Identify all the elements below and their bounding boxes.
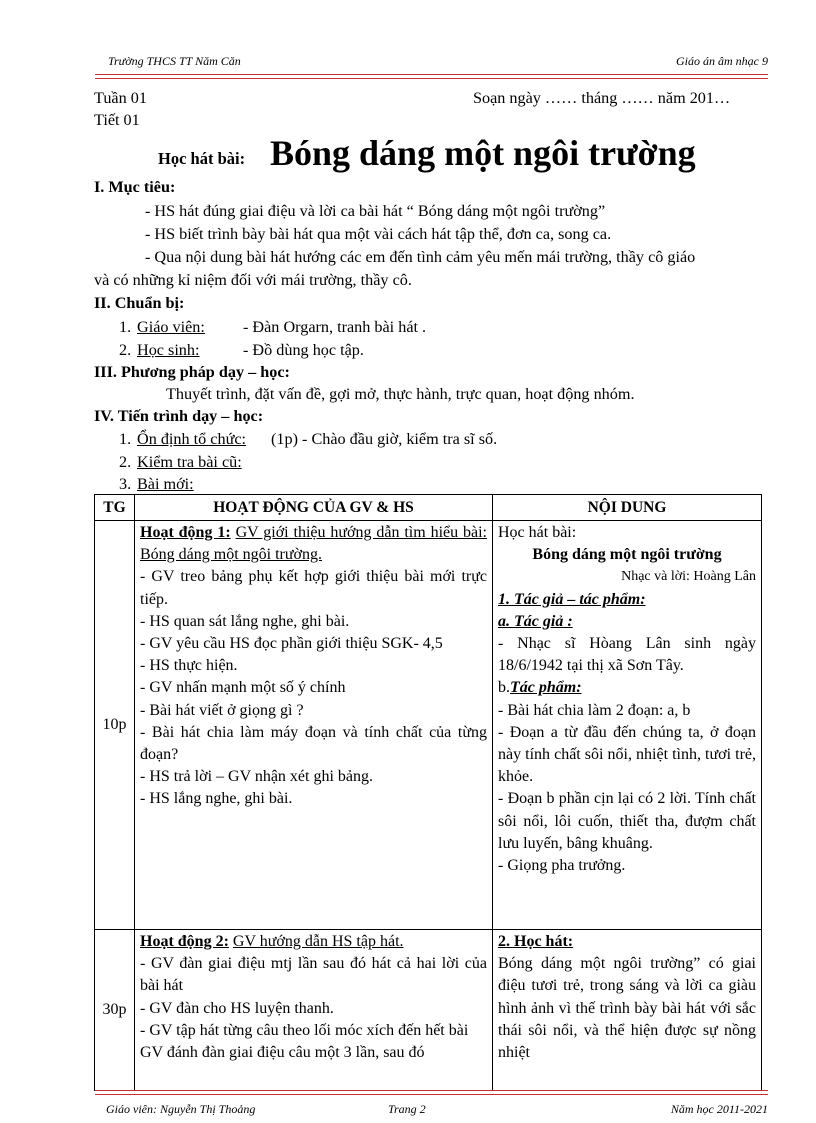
prep-student-label: Học sinh: (137, 341, 200, 359)
prep-student-value: - Đồ dùng học tập. (243, 341, 364, 359)
row1-act-title-bold: Hoạt động 1: (140, 524, 231, 541)
header-rule-bottom (95, 78, 768, 79)
objective-continuation: và có những kỉ niệm đối với mái trường, thầy cô. (94, 271, 412, 289)
row1-content-work-line: - Đoạn a từ đầu đến chúng ta, ở đoạn này tính chất sôi nổi, nhiệt tình, tươi trẻ, khỏe. (498, 723, 756, 786)
preparation-heading: II. Chuẩn bị: (94, 294, 185, 312)
row1-act-line: - Bài hát chia làm máy đoạn và tính chất của từng đoạn? (140, 723, 487, 764)
step2-label: Kiểm tra bài cũ: (137, 453, 242, 471)
row2-content (493, 930, 762, 1091)
objectives-heading: I. Mục tiêu: (94, 178, 176, 196)
row1-content-author-heading: a. Tác giả : (498, 612, 573, 630)
methods-heading: III. Phương pháp dạy – học: (94, 363, 290, 381)
objective-item: - HS biết trình bày bài hát qua một vài cách hát tập thể, đơn ca, song ca. (145, 225, 612, 243)
row1-act-line: - GV treo bảng phụ kết hợp giới thiệu bài mới trực tiếp. (140, 568, 487, 608)
row2-act-line: - GV đàn giai điệu mtj lần sau đó hát cả hai lời của bài hát (140, 955, 487, 995)
row1-content-work-prefix: b. (498, 679, 510, 697)
title-prefix: Học hát bài: (158, 149, 246, 168)
objective-item: - Qua nội dung bài hát hướng các em đến tình cảm yêu mến mái trường, thầy cô giáo (145, 248, 696, 266)
row2-activity (135, 930, 493, 1091)
step1-value: (1p) - Chào đầu giờ, kiểm tra sĩ số. (271, 430, 498, 448)
footer-teacher: Giáo viên: Nguyễn Thị Thoảng (106, 1102, 256, 1116)
footer-rule-top (95, 1090, 768, 1091)
row1-act-title-rest: GV giới thiệu hướng dẫn tìm hiểu bài: Bóng dáng một ngôi trường. (140, 524, 488, 564)
step2-num: 2. (119, 453, 132, 471)
header-school: Trường THCS TT Năm Căn (108, 54, 241, 68)
prep-teacher-label: Giáo viên: (137, 318, 205, 336)
step3-label: Bài mới: (137, 475, 194, 493)
row1-act-line: - HS lắng nghe, ghi bài. (140, 790, 293, 808)
row2-content-text: Bóng dáng một ngôi trường” có giai điệu tươi trẻ, trong sáng và lời ca giàu hình ảnh vì thế trình bày bài hát với sắc thái sôi nổi, và thể hiện được sự nồng nhiệt (498, 955, 756, 1062)
row1-act-line: - HS trả lời – GV nhận xét ghi bảng. (140, 768, 374, 786)
lesson-table (94, 494, 762, 1091)
row2-act-line: - GV tập hát từng câu theo lối móc xích đến hết bài (140, 1021, 469, 1039)
prep-student-num: 2. (119, 341, 132, 359)
col-header-activity: HOẠT ĐỘNG CỦA GV & HS (135, 495, 493, 521)
period-label: Tiết 01 (94, 111, 140, 129)
row2-act-line: GV đánh đàn giai điệu câu một 3 lần, sau đó (140, 1044, 425, 1062)
page-title: Bóng dáng một ngôi trường (270, 133, 696, 173)
row1-content-song: Bóng dáng một ngôi trường (532, 546, 722, 564)
row2-act-line: - GV đàn cho HS luyện thanh. (140, 999, 334, 1017)
row1-content-intro: Học hát bài: (498, 524, 577, 541)
footer-page-number: Trang 2 (388, 1102, 426, 1116)
row1-act-line: - HS quan sát lắng nghe, ghi bài. (140, 612, 350, 630)
row1-content-work-line: - Bài hát chia làm 2 đoạn: a, b (498, 701, 691, 719)
row2-content-section2: 2. Học hát: (498, 933, 574, 950)
footer-rule-bottom (95, 1094, 768, 1095)
prep-teacher-value: - Đàn Orgarn, tranh bài hát . (243, 318, 427, 336)
week-label: Tuần 01 (94, 89, 147, 107)
methods-text: Thuyết trình, đặt vấn đề, gợi mở, thực hành, trực quan, hoạt động nhóm. (166, 385, 635, 403)
row1-content-work-line: - Giọng pha trưởng. (498, 857, 626, 875)
row1-act-line: - GV nhấn mạnh một số ý chính (140, 679, 346, 697)
objective-item: - HS hát đúng giai điệu và lời ca bài hát “ Bóng dáng một ngôi trường” (145, 202, 606, 220)
row1-act-line: - HS thực hiện. (140, 657, 238, 675)
row1-content-work-line: - Đoạn b phần cịn lại có 2 lời. Tính chất sôi nổi, lôi cuốn, thiết tha, đượm chất lưu luyến, bâng khuâng. (498, 790, 756, 852)
header-rule-top (95, 74, 768, 75)
row2-time: 30p (95, 930, 135, 1091)
footer-school-year: Năm học 2011-2021 (670, 1102, 768, 1116)
date-line: Soạn ngày …… tháng …… năm 201… (473, 89, 731, 107)
row1-time: 10p (95, 521, 135, 930)
row1-content-section1: 1. Tác giả – tác phẩm: (498, 590, 646, 608)
header-subject: Giáo án âm nhạc 9 (676, 54, 768, 68)
step1-label: Ổn định tổ chức: (137, 430, 247, 448)
col-header-content: NỘI DUNG (493, 495, 762, 521)
step1-num: 1. (119, 430, 132, 448)
row1-content (493, 521, 762, 930)
row2-act-title-bold: Hoạt động 2: (140, 933, 229, 950)
table-row (95, 930, 762, 1091)
row2-act-title-rest: GV hướng dẫn HS tập hát. (232, 933, 404, 950)
row1-activity (135, 521, 493, 930)
procedure-heading: IV. Tiến trình dạy – học: (94, 407, 264, 425)
step3-num: 3. (119, 475, 132, 493)
table-row (95, 521, 762, 930)
row1-act-line: - Bài hát viết ở giọng gì ? (140, 701, 304, 719)
prep-teacher-num: 1. (119, 318, 132, 336)
col-header-tg: TG (95, 495, 135, 521)
row1-act-line: - GV yêu cầu HS đọc phần giới thiệu SGK- 4,5 (140, 635, 443, 653)
table-header-row (95, 495, 762, 521)
row1-content-work-heading: Tác phẩm: (510, 679, 582, 697)
row1-content-credit: Nhạc và lời: Hoàng Lân (621, 569, 756, 585)
row1-content-author-text: - Nhạc sĩ Hòang Lân sinh ngày 18/6/1942 tại thị xã Sơn Tây. (498, 635, 756, 675)
